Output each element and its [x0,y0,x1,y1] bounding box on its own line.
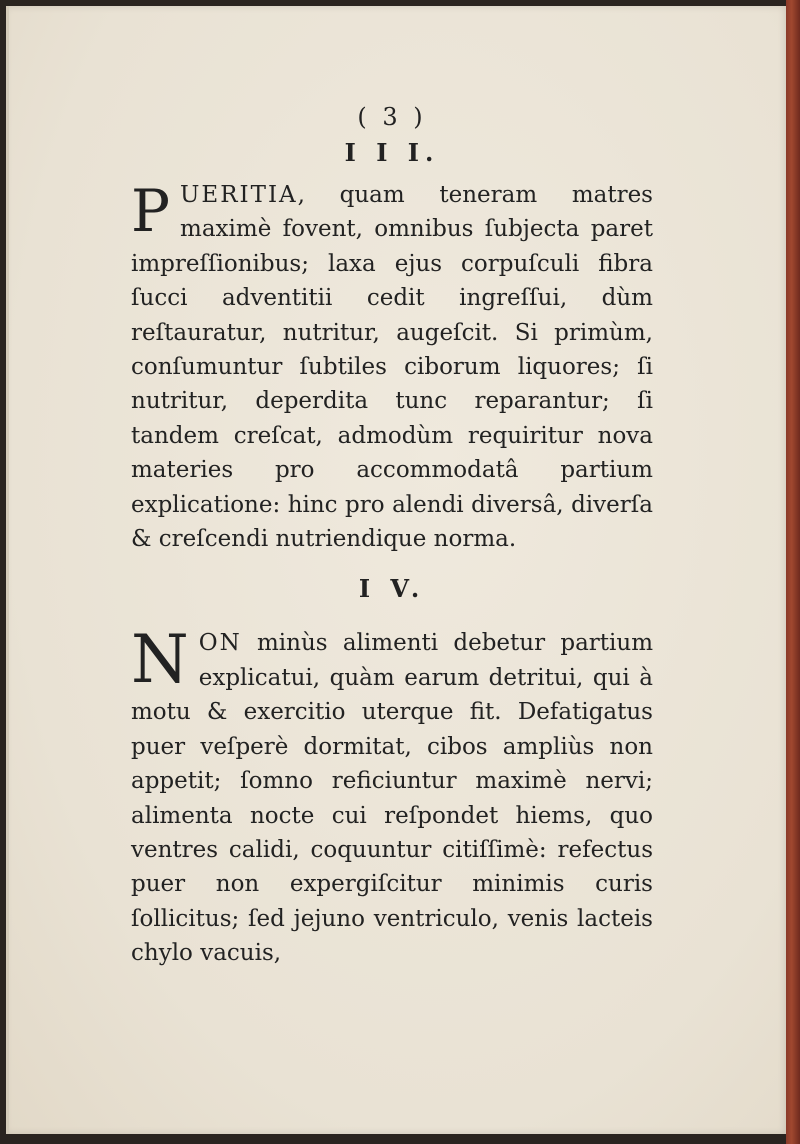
paragraph-iv-body: minùs alimenti debetur partium explicatui, quàm earum detritui, qui à motu & exercitio uterque fit. Defatigatus puer veſperè dormitat, cibos ampliùs non appetit; ſomno reficiuntur maximè nervi; alimenta nocte cui reſpondet hiems, quo ventres calidi, coquuntur citiſſimè: refectus puer non expergiſcitur minimis curis ſollicitus; ſed jejuno ventriculo, venis lacteis chylo vacuis, [131,630,653,967]
section-heading-iv: I V. [358,574,426,604]
page-number: ( 3 ) [357,103,427,131]
section-heading-iii: I I I. [344,138,440,167]
book-edge [786,0,800,1144]
page-text-block [131,102,653,971]
paragraph-iv [131,621,653,970]
lead-word-iv: ON [198,630,242,657]
paragraph-iii [131,178,653,556]
drop-cap-n: N [131,621,189,699]
book-page [6,6,789,1134]
drop-cap-p: P [131,177,171,245]
lead-word-iii: UERITIA [180,182,298,208]
paragraph-iii-body: , quam teneram matres maximè fovent, omnibus ſubjecta paret impreſſionibus; laxa ejus corpuſculi fibra ſucci adventitii cedit ingreſſui, dùm reſtauratur, nutritur, augeſcit. Si primùm, conſumuntur ſubtiles ciborum liquores; ſi nutritur, deperdita tunc reparantur; ſi tandem creſcat, admodùm requiritur nova materies pro accommodatâ partium explicatione: hinc pro alendi diversâ, diverſa & creſcendi nutriendique norma. [131,182,653,553]
